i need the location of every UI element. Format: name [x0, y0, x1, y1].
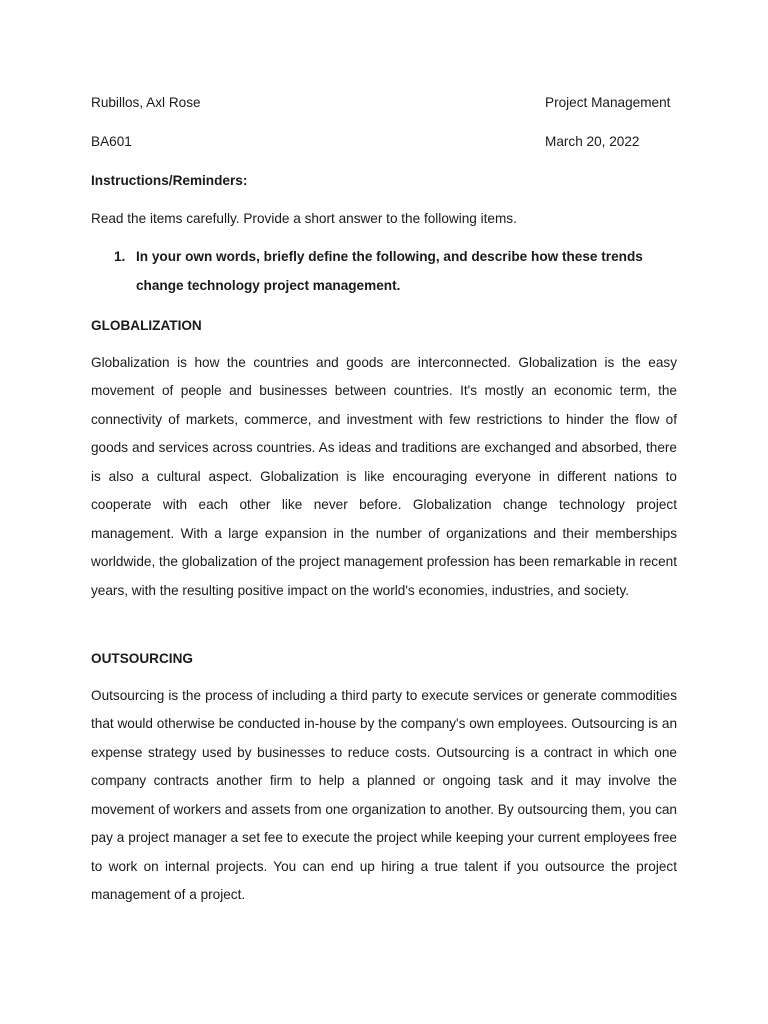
- header-row-name: [91, 94, 677, 112]
- question-item: [91, 243, 677, 300]
- question-text: In your own words, briefly define the following, and describe how these trends change technology project management.: [136, 249, 643, 293]
- outsourcing-heading: OUTSOURCING: [91, 651, 193, 666]
- instructions-text: Read the items carefully. Provide a short answer to the following items.: [91, 211, 517, 226]
- instructions-heading: Instructions/Reminders:: [91, 173, 248, 188]
- outsourcing-paragraph: Outsourcing is the process of including a third party to execute services or generate commodities that would otherwise be conducted in-house by the company's own employees. Outsourcing is an expense strategy used by businesses to reduce costs. Outsourcing is a contract in which one company contracts another firm to help a planned or ongoing task and it may involve the movement of workers and assets from one organization to another. By outsourcing them, you can pay a project manager a set fee to execute the project while keeping your current employees free to work on internal projects. You can end up hiring a true talent if you outsource the project management of a project.: [91, 688, 677, 903]
- header-row-code: [91, 133, 677, 151]
- student-name: Rubillos, Axl Rose: [91, 95, 201, 110]
- globalization-heading: GLOBALIZATION: [91, 318, 202, 333]
- course-title: Project Management: [545, 95, 671, 110]
- document-date: March 20, 2022: [545, 134, 640, 149]
- course-code: BA601: [91, 134, 132, 149]
- question-number: 1.: [114, 249, 126, 264]
- globalization-paragraph: Globalization is how the countries and goods are interconnected. Globalization is the easy movement of people and businesses between countries. It's mostly an economic term, the connectivity of markets, commerce, and investment with few restrictions to hinder the flow of goods and services across countries. As ideas and traditions are exchanged and absorbed, there is also a cultural aspect. Globalization is like encouraging everyone in different nations to cooperate with each other like never before. Globalization change technology project management. With a large expansion in the number of organizations and their memberships worldwide, the globalization of the project management profession has been remarkable in recent years, with the resulting positive impact on the world's economies, industries, and society.: [91, 355, 677, 598]
